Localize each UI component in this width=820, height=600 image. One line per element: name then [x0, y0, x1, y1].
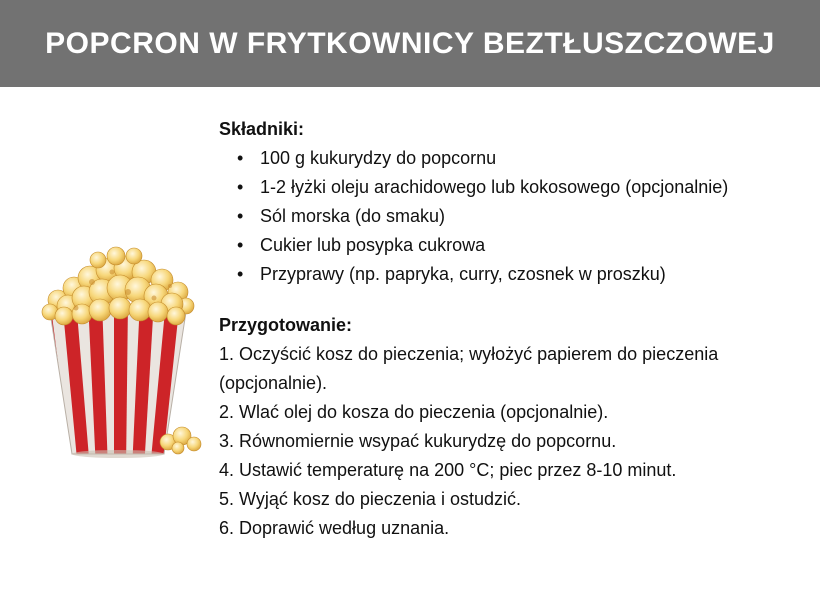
step-item: 2. Wlać olej do kosza do pieczenia (opcjonalnie).	[219, 402, 609, 422]
list-item	[219, 144, 809, 173]
ingredients-list	[219, 144, 809, 289]
list-item	[219, 231, 809, 260]
ingredient-text: Sól morska (do smaku)	[260, 206, 446, 226]
bullet-icon: •	[237, 177, 244, 197]
ingredient-text: Cukier lub posypka cukrowa	[260, 235, 486, 255]
step-item: 5. Wyjąć kosz do pieczenia i ostudzić.	[219, 489, 521, 509]
bullet-icon: •	[237, 235, 244, 255]
list-item	[219, 173, 809, 202]
popcorn-bucket-icon	[28, 240, 210, 465]
step-item: 4. Ustawić temperaturę na 200 °C; piec przez 8-10 minut.	[219, 460, 677, 480]
step-item: 6. Doprawić według uznania.	[219, 518, 450, 538]
list-item	[219, 202, 809, 231]
ingredient-text: 1-2 łyżki oleju arachidowego lub kokosowego (opcjonalnie)	[260, 177, 729, 197]
preparation-heading: Przygotowanie:	[219, 315, 353, 335]
bullet-icon: •	[237, 264, 244, 284]
list-item	[219, 260, 809, 289]
ingredient-text: 100 g kukurydzy do popcornu	[260, 148, 497, 168]
bullet-icon: •	[237, 206, 244, 226]
recipe-content	[219, 115, 809, 543]
bullet-icon: •	[237, 148, 244, 168]
ingredient-text: Przyprawy (np. papryka, curry, czosnek w proszku)	[260, 264, 666, 284]
preparation-steps	[219, 340, 809, 543]
ingredients-heading: Składniki:	[219, 119, 305, 139]
header-bar	[0, 0, 820, 87]
step-item: 3. Równomiernie wsypać kukurydzę do popcornu.	[219, 431, 617, 451]
page-title: POPCRON W FRYTKOWNICY BEZTŁUSZCZOWEJ	[45, 26, 775, 60]
step-item: 1. Oczyścić kosz do pieczenia; wyłożyć papierem do pieczenia (opcjonalnie).	[219, 344, 719, 393]
